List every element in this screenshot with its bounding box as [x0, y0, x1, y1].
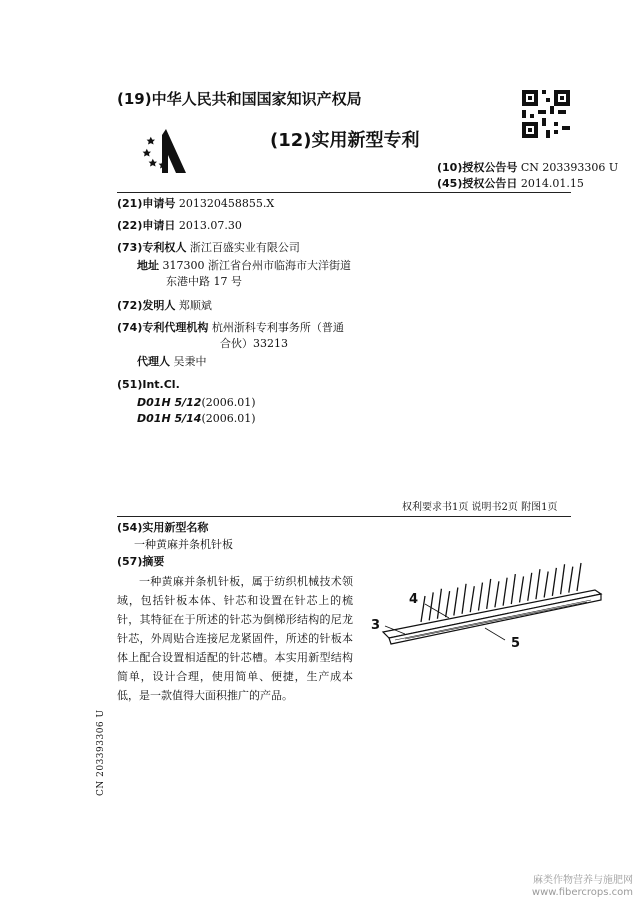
- comb-needle: [478, 583, 482, 611]
- comb-needle: [520, 576, 524, 602]
- comb-needle: [503, 578, 507, 606]
- field-address-cont: [166, 274, 242, 289]
- field-label: (51)Int.Cl.: [117, 378, 180, 391]
- field-value: 317300 浙江省台州市临海市大洋街道: [162, 259, 351, 272]
- comb-needle: [462, 584, 466, 614]
- publication-date: [437, 176, 584, 191]
- figure-label-3: 3: [371, 618, 381, 633]
- abstract-label: [117, 554, 164, 569]
- field-value: 合伙）33213: [220, 337, 288, 350]
- field-value: 201320458855.X: [178, 197, 275, 210]
- pages-info: 权利要求书1页 说明书2页 附图1页: [402, 502, 558, 513]
- ipc-version: (2006.01): [201, 396, 256, 409]
- field-agency-cont: [220, 336, 288, 351]
- field-value: 郑顺斌: [178, 299, 212, 312]
- field-value: 杭州浙科专利事务所（普通: [211, 321, 344, 334]
- publication-date-value: 2014.01.15: [520, 177, 584, 190]
- publication-number: [437, 160, 618, 175]
- comb-needle: [552, 568, 556, 596]
- comb-needle: [421, 596, 425, 622]
- comb-needle: [470, 586, 474, 612]
- abstract-text: 一种黄麻并条机针板，属于纺织机械技术领域，包括针板本体、针芯和设置在针芯上的梳针，其特征在于所述的针芯为倒梯形结构的尼龙针芯，外周贴合连接尼龙紧固件，所述的针板本体上配合设置相适配的针芯槽。本实用新型结构简单，设计合理，使用简单、便捷，生产成本低，是一款值得大面积推广的产品。: [117, 575, 353, 702]
- field-label: (73)专利权人: [117, 241, 187, 254]
- comb-needle: [446, 591, 450, 617]
- comb-needle: [528, 573, 532, 601]
- document-type: (12)实用新型专利: [270, 130, 420, 151]
- field-label: (21)申请号: [117, 197, 176, 210]
- watermark-line-2: www.fibercrops.com: [531, 887, 633, 898]
- comb-needle: [454, 587, 458, 615]
- title-label: [117, 520, 208, 535]
- comb-needle: [487, 579, 491, 609]
- field-application-date: [117, 218, 242, 233]
- ipc-version: (2006.01): [201, 412, 256, 425]
- field-value: 吴秉中: [173, 355, 207, 368]
- qr-code-icon: [522, 90, 570, 138]
- qr-code: [522, 90, 570, 138]
- field-value: 东港中路 17 号: [166, 275, 242, 288]
- title-label-text: (54)实用新型名称: [117, 521, 209, 534]
- abstract-label-text: (57)摘要: [117, 555, 165, 568]
- field-application-number: [117, 196, 274, 211]
- figure-label-5: 5: [511, 636, 521, 651]
- comb-needle: [536, 569, 540, 599]
- comb-needle: [561, 564, 565, 594]
- comb-needle: [495, 581, 499, 607]
- field-label: 代理人: [137, 355, 170, 368]
- field-patentee: [117, 240, 300, 255]
- publication-number-value: CN 203393306 U: [520, 161, 619, 174]
- field-value: 浙江百盛实业有限公司: [189, 241, 300, 254]
- field-label: (74)专利代理机构: [117, 321, 209, 334]
- field-int-cl: [117, 377, 180, 392]
- comb-needle: [437, 589, 441, 619]
- side-publication-number: CN 203393306 U: [96, 709, 106, 796]
- logo-icon: [140, 125, 192, 175]
- needle-board-figure: [365, 560, 605, 660]
- ipc-row: [137, 411, 256, 426]
- field-value: 2013.07.30: [178, 219, 242, 232]
- cnipa-logo: [140, 125, 192, 175]
- field-inventor: [117, 298, 212, 313]
- comb-needle: [577, 563, 581, 591]
- ipc-row: [137, 395, 256, 410]
- comb-needle: [569, 567, 573, 593]
- publication-date-label: (45)授权公告日: [437, 177, 518, 190]
- field-label: 地址: [137, 259, 159, 272]
- utility-model-title: 一种黄麻并条机针板: [134, 538, 233, 551]
- comb-needle: [544, 572, 548, 598]
- field-agent: [137, 354, 207, 369]
- section-divider: [117, 516, 571, 517]
- comb-needle: [511, 574, 515, 604]
- ipc-code: D01H 5/14: [137, 412, 202, 425]
- field-label: (72)发明人: [117, 299, 176, 312]
- watermark: [532, 875, 633, 899]
- publication-number-label: (10)授权公告号: [437, 161, 518, 174]
- figure-label-4: 4: [409, 592, 419, 607]
- ipc-code: D01H 5/12: [137, 396, 202, 409]
- field-label: (22)申请日: [117, 219, 176, 232]
- field-address: [137, 258, 351, 273]
- figure: [365, 560, 605, 660]
- office-name: (19)中华人民共和国国家知识产权局: [117, 90, 362, 108]
- watermark-line-1: 麻类作物营养与施肥网: [533, 875, 633, 886]
- header-divider: [117, 192, 571, 193]
- field-agency: [117, 320, 344, 335]
